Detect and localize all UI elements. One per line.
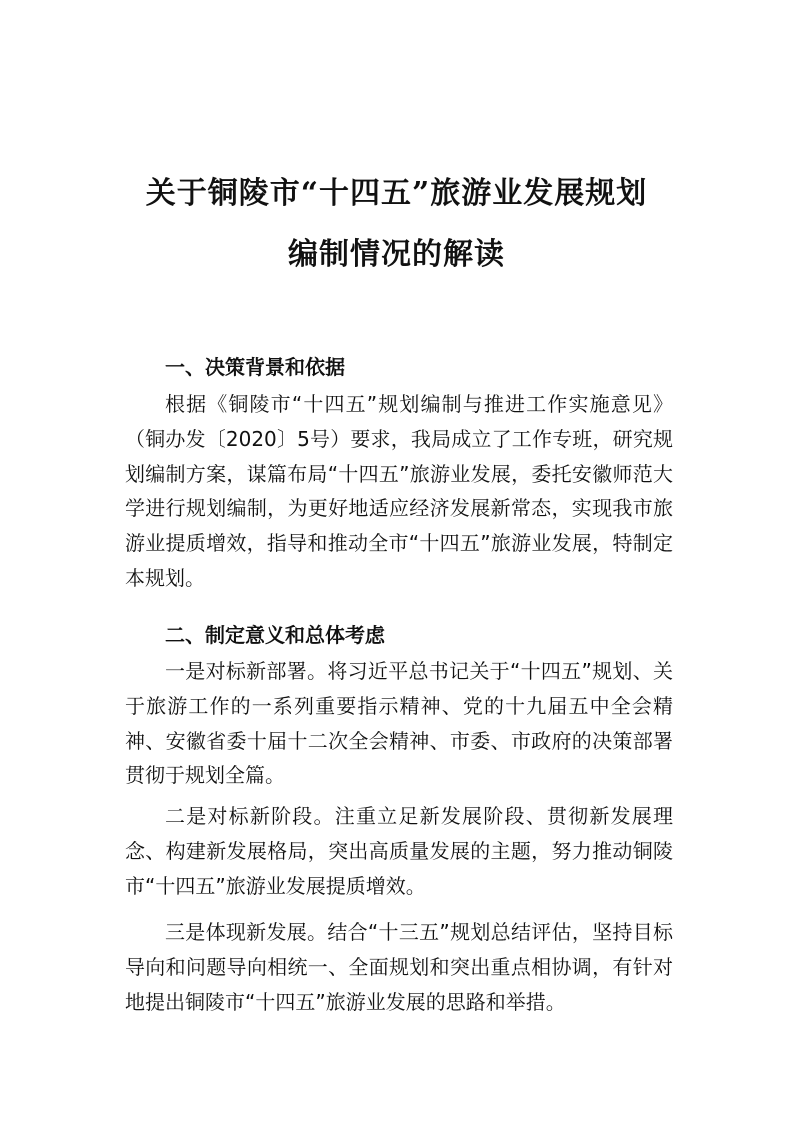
paragraph-new-development: 三是体现新发展。结合“十三五”规划总结评估，坚持目标导向和问题导向相统一、全面规划和突出重点相协调，有针对地提出铜陵市“十四五”旅游业发展的思路和举措。 — [125, 920, 673, 1014]
section-heading-background: 一、决策背景和依据 — [165, 355, 345, 379]
document-title-line-2: 编制情况的解读 — [288, 237, 505, 272]
paragraph-new-deployment: 一是对标新部署。将习近平总书记关于“十四五”规划、关于旅游工作的一系列重要指示精神、党的十九届五中全会精神、安徽省委十届十二次全会精神、市委、市政府的决策部署贯彻于规划全篇。 — [125, 659, 673, 788]
paragraph-new-stage: 二是对标新阶段。注重立足新发展阶段、贯彻新发展理念、构建新发展格局，突出高质量发展的主题，努力推动铜陵市“十四五”旅游业发展提质增效。 — [125, 804, 673, 898]
paragraph-background: 根据《铜陵市“十四五”规划编制与推进工作实施意见》（铜办发〔2020〕5号）要求，我局成立了工作专班，研究规划编制方案，谋篇布局“十四五”旅游业发展，委托安徽师范大学进行规划编制，为更好地适应经济发展新常态，实现我市旅游业提质增效，指导和推动全市“十四五”旅游业发展，特制定本规划。 — [125, 392, 673, 590]
section-heading-considerations: 二、制定意义和总体考虑 — [165, 623, 385, 647]
document-title-line-1: 关于铜陵市“十四五”旅游业发展规划 — [145, 176, 648, 211]
